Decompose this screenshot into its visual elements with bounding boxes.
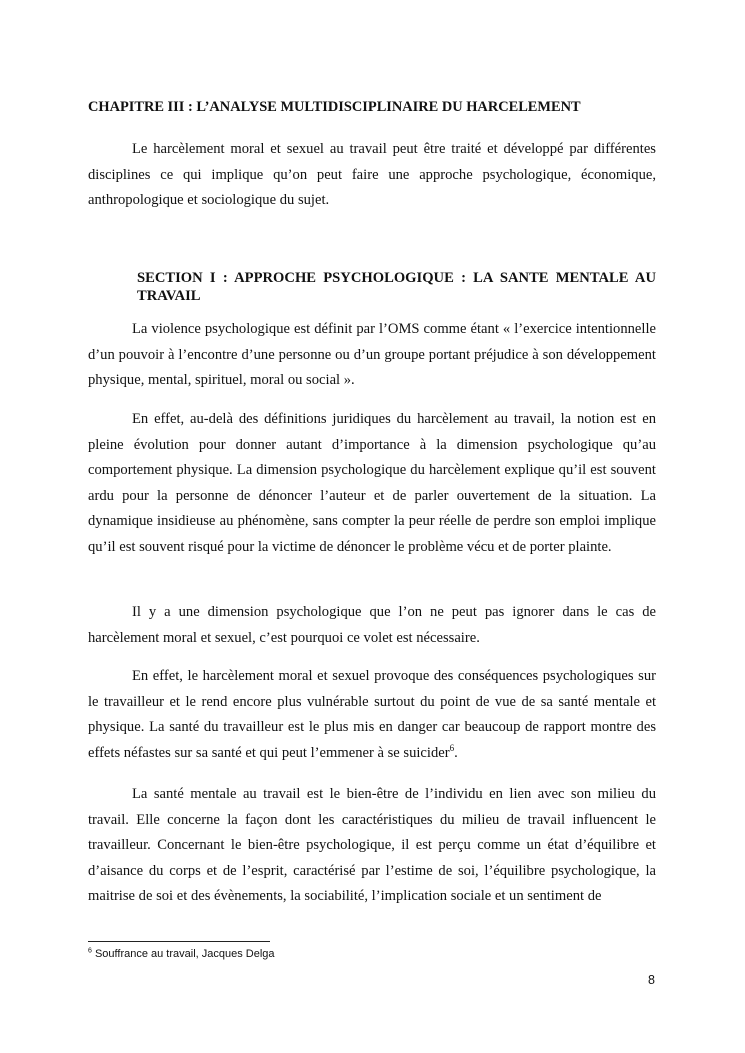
chapter-title: CHAPITRE III : L’ANALYSE MULTIDISCIPLINAIRE DU HARCELEMENT [88, 99, 581, 115]
footnote-reference[interactable]: 6 [449, 742, 455, 753]
intro-paragraph: Le harcèlement moral et sexuel au travail peut être traité et développé par différentes disciplines ce qui implique qu’on peut faire une approche psychologique, économique, anthropologique et sociologique du sujet. [88, 141, 656, 209]
footnote-text: Souffrance au travail, Jacques Delga [91, 948, 275, 960]
paragraph-psychological-dimension: En effet, au-delà des définitions juridiques du harcèlement au travail, la notion est en pleine évolution pour donner autant d’importance à la dimension psychologique qu’au comportement physique. La dimension psychologique du harcèlement explique qu’il est souvent ardu pour la personne de dénoncer l’auteur et de parler ouvertement de la situation. La dynamique insidieuse au phénomène, sans compter la peur réelle de perdre son emploi implique qu’il est souvent risqué pour la victime de dénoncer le problème vécu et de porter plainte. [88, 411, 656, 555]
paragraph-mental-health: La santé mentale au travail est le bien-être de l’individu en lien avec son milieu du travail. Elle concerne la façon dont les caractéristiques du milieu de travail influencent le travailleur. Concernant le bien-être psychologique, il est perçu comme un état d’équilibre et d’aisance du corps et de l’esprit, caractérisé par l’estime de soi, l’équilibre psychologique, la maitrise de soi et des évènements, la sociabilité, l’implication sociale et un sentiment de [88, 786, 656, 905]
footnote-number: 6 [88, 947, 92, 955]
paragraph-consequences [88, 664, 656, 766]
paragraph-necessity: Il y a une dimension psychologique que l’on ne peut pas ignorer dans le cas de harcèlement moral et sexuel, c’est pourquoi ce volet est nécessaire. [88, 604, 656, 646]
paragraph-oms-definition: La violence psychologique est définit par l’OMS comme étant « l’exercice intentionnelle d’un pouvoir à l’encontre d’une personne ou d’un groupe portant préjudice à son développement physique, mental, spirituel, moral ou social ». [88, 321, 656, 389]
page-number: 8 [648, 973, 655, 987]
section-title: SECTION I : APPROCHE PSYCHOLOGIQUE : LA SANTE MENTALE AU TRAVAIL [137, 270, 656, 304]
paragraph-consequences-end: . [454, 744, 458, 761]
footnote-divider [88, 941, 270, 942]
footnote [88, 948, 275, 960]
paragraph-consequences-text: En effet, le harcèlement moral et sexuel provoque des conséquences psychologiques sur le travailleur et le rend encore plus vulnérable surtout du point de vue de sa santé mentale et physique. La santé du travailleur est le plus mis en danger car beaucoup de rapport montre des effets néfastes sur sa santé et qui peut l’emmener à se suicider [88, 668, 656, 761]
